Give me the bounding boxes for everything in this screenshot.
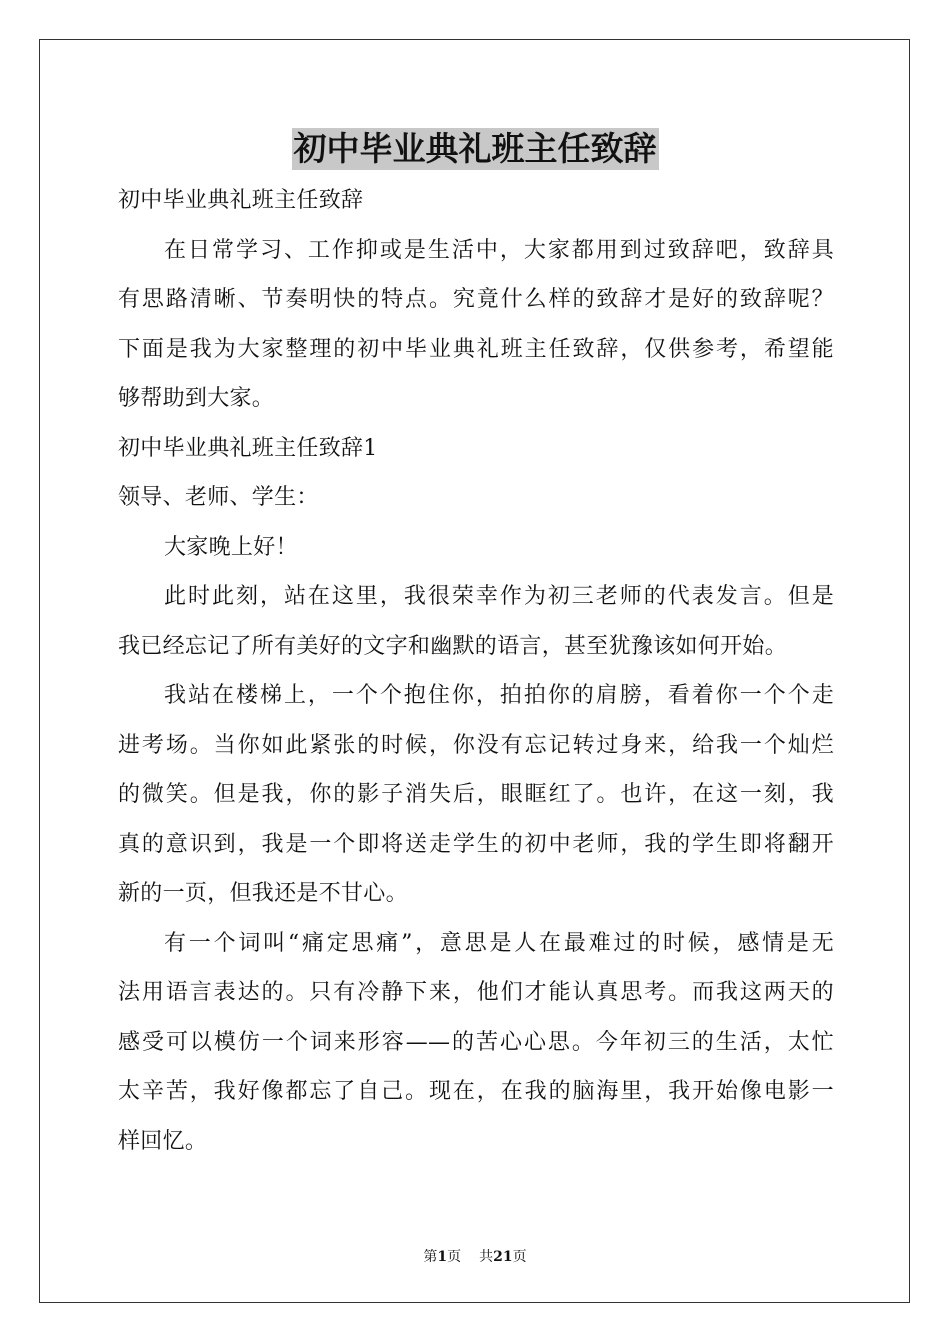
text-line: 初中毕业典礼班主任致辞: [118, 188, 364, 213]
page-footer: [0, 1246, 950, 1266]
text-line: 我已经忘记了所有美好的文字和幽默的语言，甚至犹豫该如何开始。: [118, 633, 788, 659]
text-line: 进考场。当你如此紧张的时候，你没有忘记转过身来，给我一个灿烂: [118, 732, 834, 758]
text-line: 下面是我为大家整理的初中毕业典礼班主任致辞，仅供参考，希望能: [118, 336, 834, 362]
text-line: 够帮助到大家。: [118, 386, 275, 411]
footer-page-suffix: 页: [447, 1249, 462, 1265]
footer-total-suffix: 页: [512, 1249, 527, 1265]
document-title-text: 初中毕业典礼班主任致辞: [293, 129, 657, 168]
text-line: 在日常学习、工作抑或是生活中，大家都用到过致辞吧，致辞具: [164, 237, 834, 263]
text-line: 此时此刻，站在这里，我很荣幸作为初三老师的代表发言。但是: [164, 584, 834, 609]
text-line: 初中毕业典礼班主任致辞1: [118, 435, 378, 461]
document-title: [0, 128, 950, 170]
text-line: 感受可以模仿一个词来形容——的苦心心思。今年初三的生活，太忙: [118, 1029, 834, 1055]
text-line: 样回忆。: [118, 1128, 208, 1154]
text-line: 大家晚上好！: [164, 534, 298, 560]
text-line: 太辛苦，我好像都忘了自己。现在，在我的脑海里，我开始像电影一: [118, 1079, 834, 1104]
text-line: 我站在楼梯上，一个个抱住你，拍拍你的肩膀，看着你一个个走: [164, 683, 834, 708]
text-line: 真的意识到，我是一个即将送走学生的初中老师，我的学生即将翻开: [118, 831, 834, 857]
text-line: 的微笑。但是我，你的影子消失后，眼眶红了。也许，在这一刻，我: [118, 782, 834, 807]
text-line: 领导、老师、学生：: [118, 485, 319, 510]
footer-page-number: 1: [437, 1249, 448, 1265]
footer-total-prefix: 共: [479, 1249, 494, 1265]
text-line: 有一个词叫“痛定思痛”，意思是人在最难过的时候，感情是无: [164, 930, 834, 956]
text-line: 新的一页，但我还是不甘心。: [118, 881, 408, 906]
footer-total-pages: 21: [493, 1249, 513, 1265]
document-body: [118, 176, 834, 1166]
footer-page-prefix: 第: [423, 1249, 438, 1265]
text-line: 有思路清晰、节奏明快的特点。究竟什么样的致辞才是好的致辞呢？: [118, 287, 834, 312]
text-line: 法用语言表达的。只有冷静下来，他们才能认真思考。而我这两天的: [118, 980, 834, 1005]
